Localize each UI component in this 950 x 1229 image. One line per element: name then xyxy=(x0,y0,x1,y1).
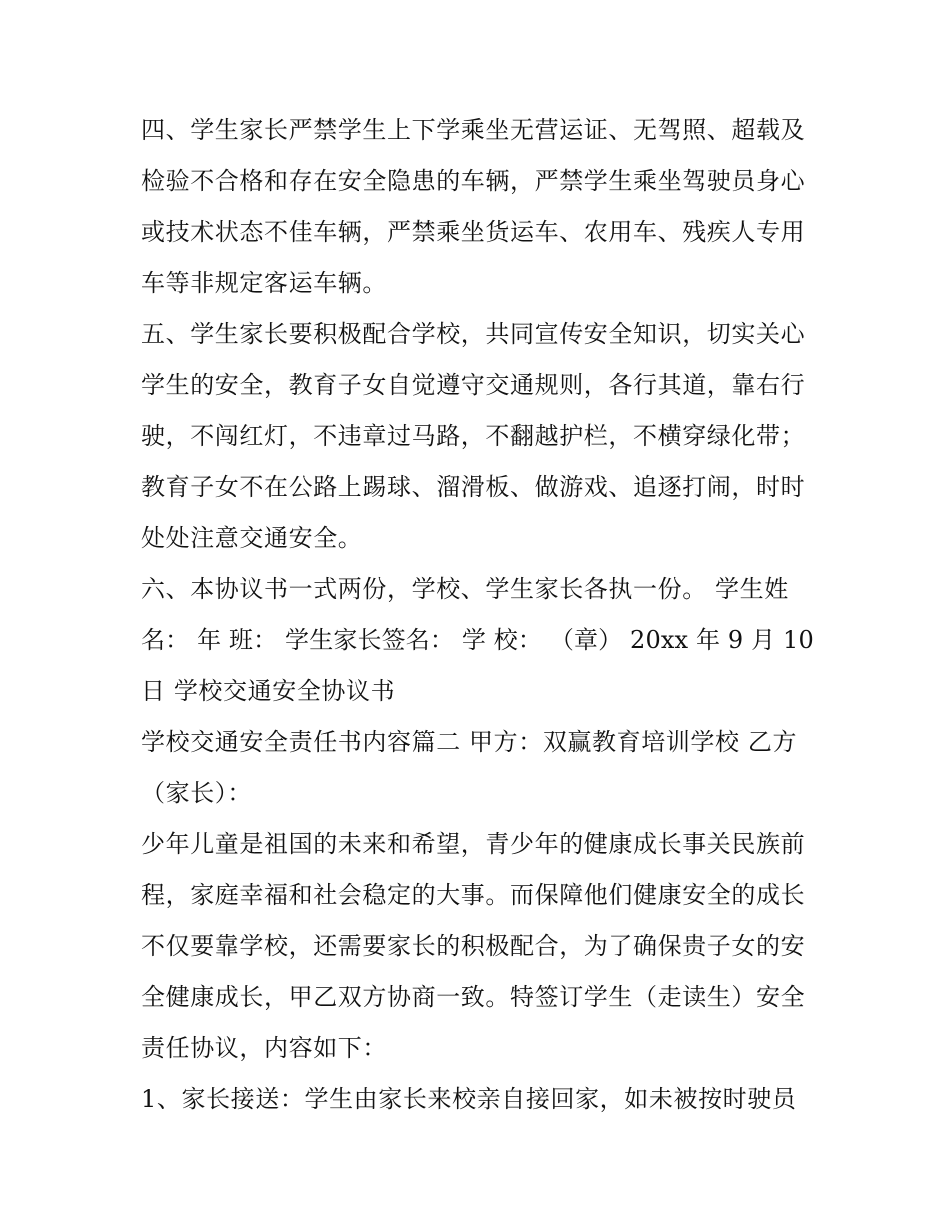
text-line: 学校交通安全责任书内容篇二 甲方：双赢教育培训学校 乙方 xyxy=(141,728,798,756)
text-line: 日 学校交通安全协议书 xyxy=(141,677,396,705)
text-line: 学生的安全，教育子女自觉遵守交通规则，各行其道，靠右行 xyxy=(141,371,806,399)
text-line: 处处注意交通安全。 xyxy=(141,524,363,552)
text-line: 少年儿童是祖国的未来和希望，青少年的健康成长事关民族前 xyxy=(141,830,806,858)
text-line: （家长）： xyxy=(141,779,252,807)
text-line: 六、本协议书一式两份，学校、学生家长各执一份。 学生姓 xyxy=(141,575,789,603)
text-line: 车等非规定客运车辆。 xyxy=(141,269,387,297)
text-line: 程，家庭幸福和社会稳定的大事。而保障他们健康安全的成长 xyxy=(141,881,806,909)
text-line: 1、家长接送：学生由家长来校亲自接回家，如未被按时驶员 xyxy=(141,1085,797,1113)
text-line: 检验不合格和存在安全隐患的车辆，严禁学生乘坐驾驶员身心 xyxy=(141,167,806,195)
text-line: 或技术状态不佳车辆，严禁乘坐货运车、农用车、残疾人专用 xyxy=(141,218,806,246)
text-line: 全健康成长，甲乙双方协商一致。特签订学生（走读生）安全 xyxy=(141,983,806,1011)
text-line: 名： 年 班： 学生家长签名： 学 校： （章） 20xx 年 9 月 10 xyxy=(141,626,814,654)
text-line: 教育子女不在公路上踢球、溜滑板、做游戏、追逐打闹，时时 xyxy=(141,473,806,501)
text-line: 驶，不闯红灯，不违章过马路，不翻越护栏，不横穿绿化带； xyxy=(141,422,806,450)
text-line: 四、学生家长严禁学生上下学乘坐无营运证、无驾照、超载及 xyxy=(141,116,806,144)
text-line: 责任协议，内容如下： xyxy=(141,1034,387,1062)
text-line: 五、学生家长要积极配合学校，共同宣传安全知识，切实关心 xyxy=(141,320,806,348)
text-line: 不仅要靠学校，还需要家长的积极配合，为了确保贵子女的安 xyxy=(141,932,806,960)
